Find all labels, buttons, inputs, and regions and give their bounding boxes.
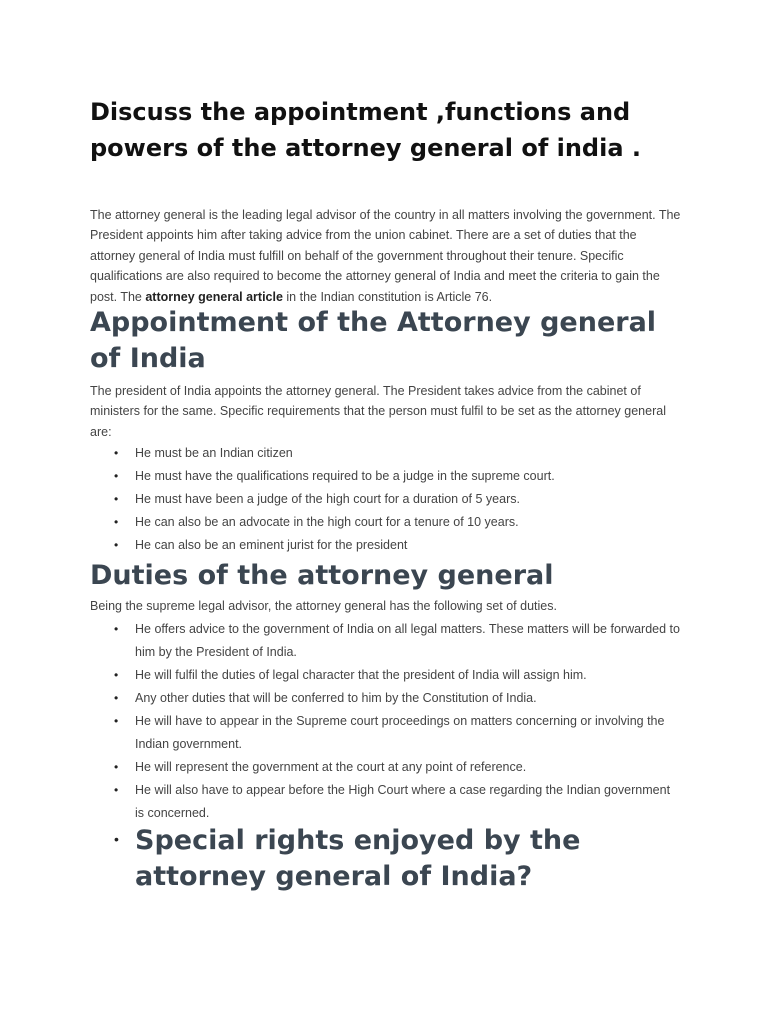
list-item-text: He will have to appear in the Supreme court proceedings on matters concerning or involving the Indian government.: [135, 714, 665, 751]
list-item-text: He can also be an advocate in the high court for a tenure of 10 years.: [135, 515, 519, 529]
special-rights-section: [90, 823, 650, 895]
list-item: [90, 511, 682, 534]
bullet-icon: •: [114, 668, 119, 682]
bullet-icon: •: [114, 492, 119, 506]
bullet-icon: •: [114, 469, 119, 483]
special-rights-heading: Special rights enjoyed by the attorney general of India?: [135, 825, 581, 892]
list-item: [90, 442, 682, 465]
bullet-icon: •: [114, 538, 119, 552]
document-title: Discuss the appointment ,functions and powers of the attorney general of india .: [90, 98, 642, 162]
list-item-text: He must have been a judge of the high court for a duration of 5 years.: [135, 492, 520, 506]
list-item-text: He will represent the government at the court at any point of reference.: [135, 760, 527, 774]
intro-bold-link-text: attorney general article: [145, 289, 283, 304]
list-item: [90, 664, 682, 687]
list-item-text: He offers advice to the government of India on all legal matters. These matters will be forwarded to him by the President of India.: [135, 622, 680, 659]
bullet-icon: •: [114, 760, 119, 774]
list-item: [90, 618, 682, 664]
list-item-text: He can also be an eminent jurist for the president: [135, 538, 408, 552]
list-item-text: He must be an Indian citizen: [135, 446, 293, 460]
list-item: [90, 465, 682, 488]
list-item: [90, 534, 682, 557]
list-item-text: He will fulfil the duties of legal character that the president of India will assign him.: [135, 668, 587, 682]
appointment-heading: Appointment of the Attorney general of India: [90, 307, 657, 374]
appointment-paragraph: The president of India appoints the attorney general. The President takes advice from the cabinet of ministers for the same. Specific requirements that the person must fulfil to be set as the attorney general are:: [90, 384, 666, 439]
list-item: [90, 687, 682, 710]
bullet-icon: •: [114, 622, 119, 636]
list-item-text: Any other duties that will be conferred to him by the Constitution of India.: [135, 691, 537, 705]
bullet-icon: •: [114, 446, 119, 460]
list-item: [90, 488, 682, 511]
list-item: [90, 756, 682, 779]
intro-text-before: The attorney general is the leading legal advisor of the country in all matters involving the government. The President appoints him after taking advice from the union cabinet. There are a set of duties that the attorney general of India must fulfill on behalf of the government throughout their tenure. Specific qualifications are also required to become the attorney general of India and meet the criteria to gain the post. The: [90, 208, 681, 304]
appointment-requirements-list: [90, 442, 682, 557]
intro-text-after: in the Indian constitution is Article 76.: [282, 289, 493, 304]
list-item-text: He must have the qualifications required to be a judge in the supreme court.: [135, 469, 555, 483]
list-item-text: He will also have to appear before the High Court where a case regarding the Indian government is concerned.: [135, 783, 671, 820]
list-item: [90, 710, 682, 756]
duties-list: [90, 618, 682, 825]
duties-heading: Duties of the attorney general: [90, 560, 554, 591]
duties-paragraph: Being the supreme legal advisor, the attorney general has the following set of duties.: [90, 599, 557, 613]
bullet-icon: •: [114, 783, 119, 797]
bullet-icon: •: [114, 515, 119, 529]
list-item: [90, 779, 682, 825]
intro-paragraph: [90, 205, 682, 307]
bullet-icon: •: [114, 714, 119, 728]
bullet-icon: •: [114, 691, 119, 705]
bullet-icon: •: [114, 831, 119, 847]
